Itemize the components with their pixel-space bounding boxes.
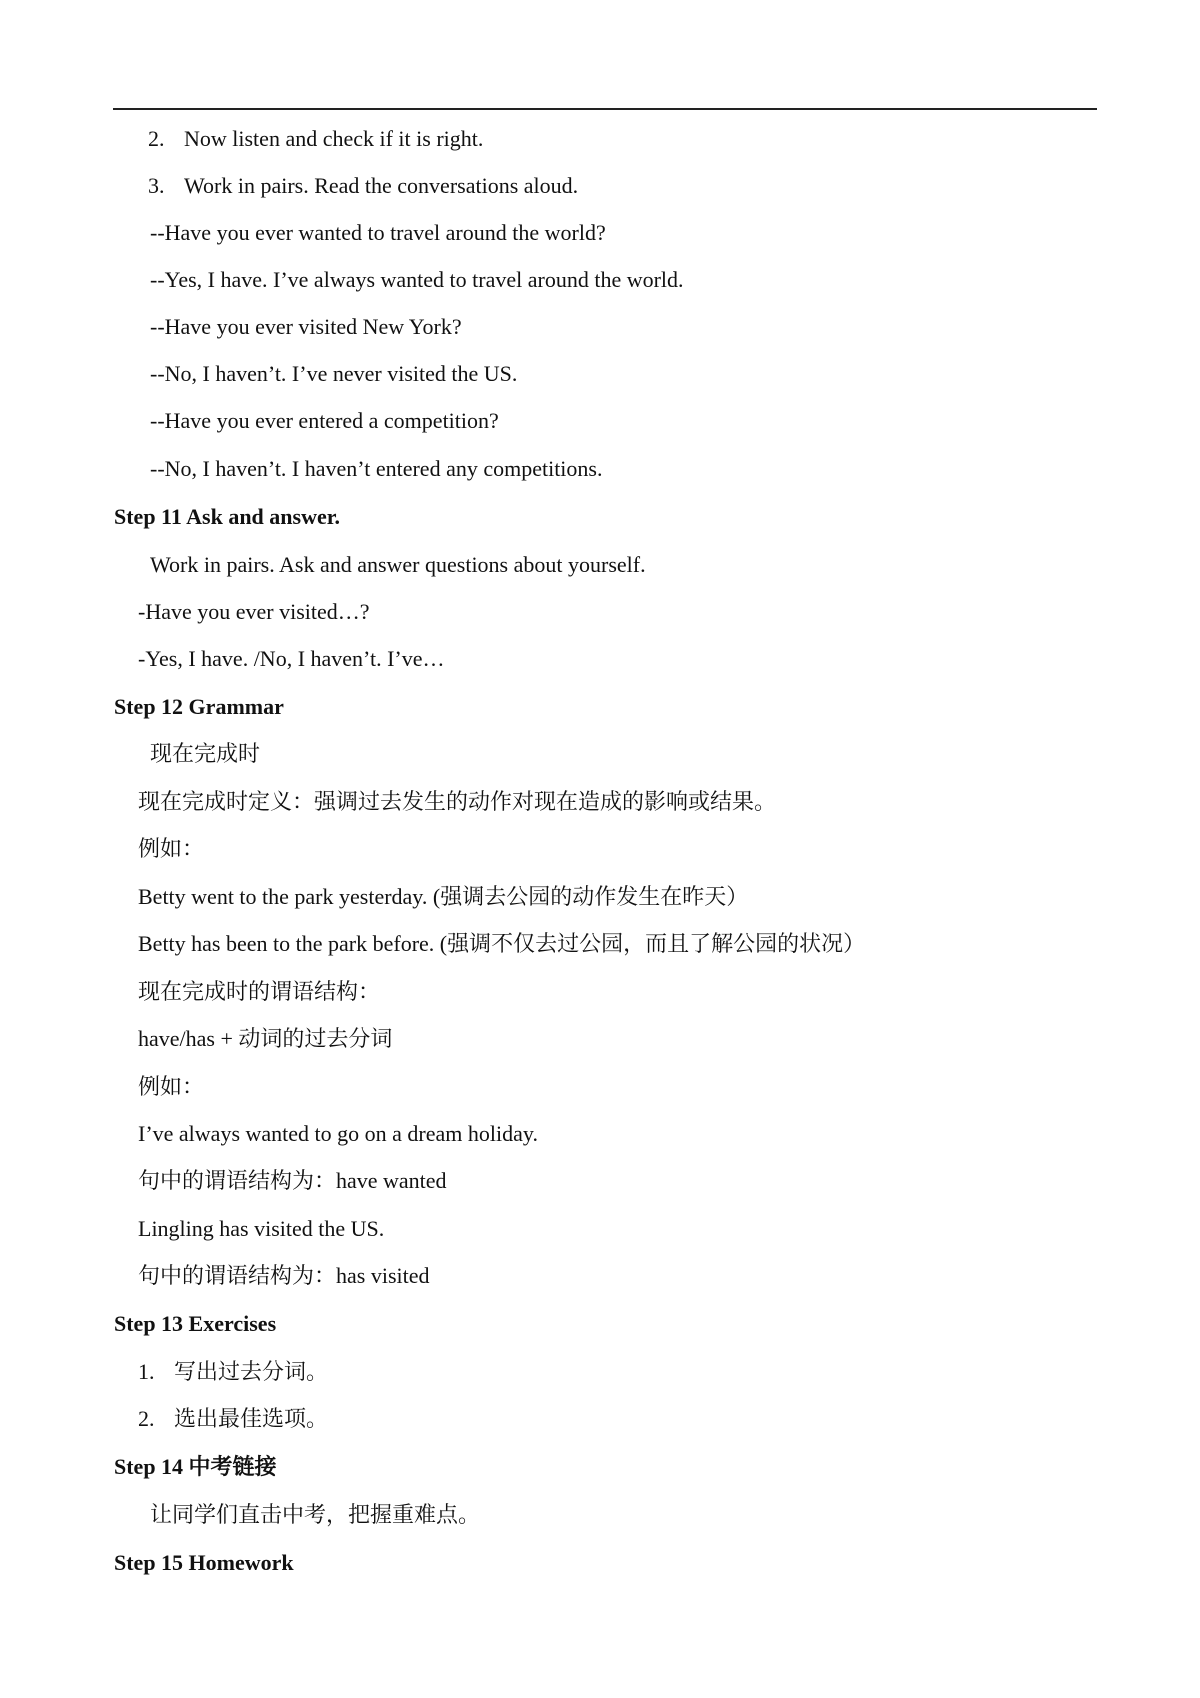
list-item (138, 1358, 328, 1386)
list-item (138, 1405, 328, 1433)
conversation-line: --No, I haven’t. I’ve never visited the US. (150, 361, 518, 386)
step12-heading: Step 12 Grammar (114, 694, 284, 719)
step12-line: 现在完成时定义：强调过去发生的动作对现在造成的影响或结果。 (138, 789, 777, 814)
header-rule (113, 108, 1097, 110)
step11-line: -Have you ever visited…? (138, 599, 370, 624)
step12-line: Betty has been to the park before. (强调不仅去过公园，而且了解公园的状况） (138, 931, 866, 956)
step11-heading: Step 11 Ask and answer. (114, 504, 340, 529)
list-item (148, 125, 483, 153)
list-item-text: 选出最佳选项。 (174, 1406, 329, 1431)
step12-line: 现在完成时 (150, 741, 261, 766)
step11-instruction: Work in pairs. Ask and answer questions about yourself. (150, 552, 646, 577)
step12-line: 句中的谓语结构为：have wanted (138, 1168, 447, 1193)
list-item-number: 3. (148, 173, 165, 198)
list-item-text: 写出过去分词。 (174, 1359, 329, 1384)
step13-heading: Step 13 Exercises (114, 1311, 277, 1336)
step14-heading: Step 14 中考链接 (114, 1454, 277, 1479)
list-item-number: 1. (138, 1359, 155, 1384)
list-item-text: Work in pairs. Read the conversations aloud. (184, 173, 579, 198)
list-item-text: Now listen and check if it is right. (184, 126, 484, 151)
conversation-line: --Have you ever visited New York? (150, 314, 462, 339)
conversation-line: --Yes, I have. I’ve always wanted to travel around the world. (150, 267, 684, 292)
conversation-line: --No, I haven’t. I haven’t entered any competitions. (150, 456, 603, 481)
step14-text: 让同学们直击中考，把握重难点。 (150, 1502, 481, 1527)
step12-line: 现在完成时的谓语结构： (138, 979, 381, 1004)
list-item-number: 2. (138, 1406, 155, 1431)
list-item (148, 172, 578, 200)
step12-line: 句中的谓语结构为：has visited (138, 1263, 430, 1288)
step12-line: Lingling has visited the US. (138, 1216, 385, 1241)
step12-line: 例如： (138, 1074, 205, 1099)
step12-line: Betty went to the park yesterday. (强调去公园的动作发生在昨天） (138, 884, 749, 909)
step15-heading: Step 15 Homework (114, 1550, 294, 1575)
step12-line: I’ve always wanted to go on a dream holiday. (138, 1121, 538, 1146)
conversation-line: --Have you ever entered a competition? (150, 408, 499, 433)
step12-line: have/has + 动词的过去分词 (138, 1026, 393, 1051)
conversation-line: --Have you ever wanted to travel around the world? (150, 220, 606, 245)
step11-line: -Yes, I have. /No, I haven’t. I’ve… (138, 646, 445, 671)
step12-line: 例如： (138, 836, 205, 861)
list-item-number: 2. (148, 126, 165, 151)
